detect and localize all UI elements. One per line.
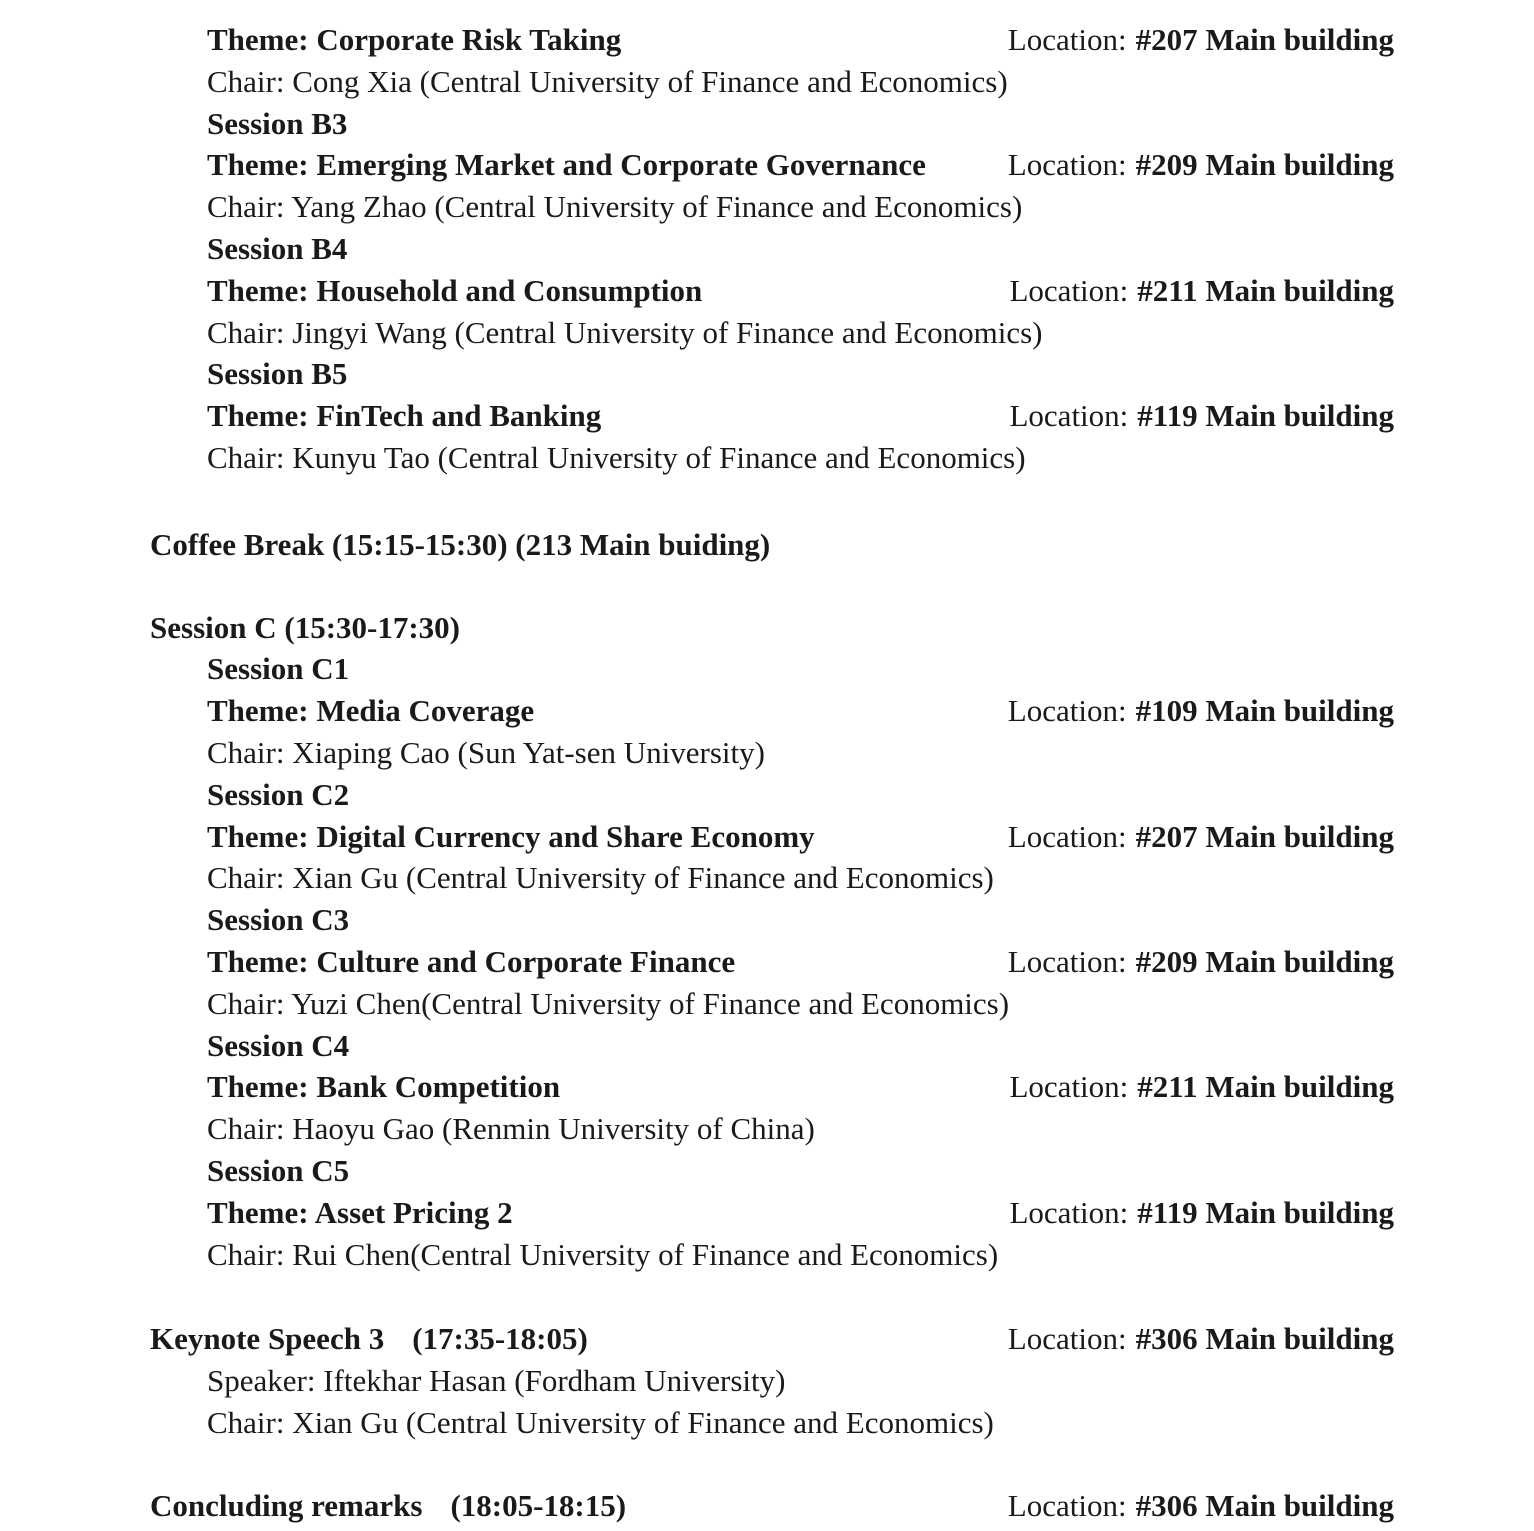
- session-c1-theme-row: [150, 690, 1394, 732]
- session-c5-theme: Theme: Asset Pricing 2: [207, 1194, 513, 1230]
- keynote3-speaker-row: [150, 1360, 1394, 1402]
- session-c2-label: Session C2: [207, 776, 350, 812]
- session-c4-label-row: [150, 1025, 1394, 1067]
- keynote3-chair-row: [150, 1402, 1394, 1444]
- session-b3-chair: Chair: Yang Zhao (Central University of Finance and Economics): [207, 189, 1023, 225]
- session-c4-label: Session C4: [207, 1027, 350, 1063]
- location-label: Location:: [1007, 818, 1127, 854]
- location-label: Location:: [1009, 1069, 1129, 1105]
- session-c3-chair-row: [150, 983, 1394, 1025]
- session-c3-theme-row: [150, 941, 1394, 983]
- session-b4-label-row: [150, 228, 1394, 270]
- keynote3-speaker: Speaker: Iftekhar Hasan (Fordham University): [207, 1363, 786, 1399]
- concluding-title: Concluding remarks: [150, 1487, 423, 1523]
- location-value: #209 Main building: [1135, 943, 1394, 979]
- location-label: Location:: [1009, 272, 1129, 308]
- session-b5-chair: Chair: Kunyu Tao (Central University of Finance and Economics): [207, 439, 1026, 475]
- session-c3-theme: Theme: Culture and Corporate Finance: [207, 943, 736, 979]
- session-b3-label: Session B3: [207, 105, 348, 141]
- session-c2-label-row: [150, 774, 1394, 816]
- location-value: #306 Main building: [1135, 1321, 1394, 1357]
- session-c3-chair: Chair: Yuzi Chen(Central University of Finance and Economics): [207, 985, 1010, 1021]
- session-c1-theme: Theme: Media Coverage: [207, 693, 535, 729]
- session-c5-label: Session C5: [207, 1152, 350, 1188]
- session-b3-chair-row: [150, 186, 1394, 228]
- coffee-break-row: [150, 524, 1394, 566]
- session-c3-location: [1008, 941, 1394, 983]
- session-b2-theme-row: [150, 19, 1394, 61]
- keynote3-title-group: [150, 1318, 588, 1360]
- keynote3-chair: Chair: Xian Gu (Central University of Finance and Economics): [207, 1404, 994, 1440]
- session-b4-theme: Theme: Household and Consumption: [207, 272, 703, 308]
- location-label: Location:: [1007, 1321, 1127, 1357]
- session-c1-label: Session C1: [207, 651, 350, 687]
- location-value: #207 Main building: [1135, 818, 1394, 854]
- concluding-title-group: [150, 1485, 626, 1527]
- session-b5-theme-row: [150, 395, 1394, 437]
- session-c1-location: [1008, 690, 1394, 732]
- session-c5-location: [1009, 1192, 1394, 1234]
- session-b5-label: Session B5: [207, 356, 348, 392]
- session-b2-theme: Theme: Corporate Risk Taking: [207, 22, 622, 57]
- session-b5-location: [1009, 395, 1394, 437]
- session-b2-location: [1008, 19, 1394, 61]
- session-c1-chair: Chair: Xiaping Cao (Sun Yat-sen University): [207, 734, 765, 770]
- session-c4-chair: Chair: Haoyu Gao (Renmin University of China): [207, 1111, 815, 1147]
- location-value: #306 Main building: [1135, 1487, 1394, 1523]
- location-value: #109 Main building: [1135, 693, 1394, 729]
- session-b5-label-row: [150, 353, 1394, 395]
- session-b4-chair: Chair: Jingyi Wang (Central University of Finance and Economics): [207, 314, 1043, 350]
- keynote3-time: (17:35-18:05): [412, 1321, 588, 1357]
- concluding-remarks-row: [150, 1485, 1394, 1527]
- session-c3-label-row: [150, 899, 1394, 941]
- session-b4-location: [1009, 270, 1394, 312]
- session-c5-chair: Chair: Rui Chen(Central University of Finance and Economics): [207, 1236, 999, 1272]
- location-label: Location:: [1009, 1194, 1129, 1230]
- session-b3-location: [1008, 144, 1394, 186]
- session-c4-theme: Theme: Bank Competition: [207, 1069, 561, 1105]
- session-b5-theme: Theme: FinTech and Banking: [207, 398, 602, 434]
- location-label: Location:: [1009, 398, 1129, 434]
- session-c4-chair-row: [150, 1108, 1394, 1150]
- session-b3-theme: Theme: Emerging Market and Corporate Governance: [207, 147, 926, 183]
- location-label: Location:: [1007, 147, 1127, 183]
- session-b3-theme-row: [150, 144, 1394, 186]
- session-b2-chair-row: [150, 61, 1394, 103]
- session-c-header-row: [150, 607, 1394, 649]
- session-b4-theme-row: [150, 270, 1394, 312]
- session-c5-chair-row: [150, 1234, 1394, 1276]
- session-c5-theme-row: [150, 1192, 1394, 1234]
- location-label: Location:: [1007, 943, 1127, 979]
- concluding-location: [1008, 1485, 1394, 1527]
- location-value: #119 Main building: [1137, 398, 1394, 434]
- location-value: #209 Main building: [1135, 147, 1394, 183]
- keynote3-title: Keynote Speech 3: [150, 1321, 385, 1357]
- session-b4-label: Session B4: [207, 230, 348, 266]
- session-b2-chair: Chair: Cong Xia (Central University of Finance and Economics): [207, 63, 1008, 99]
- session-c4-theme-row: [150, 1066, 1394, 1108]
- session-c4-location: [1009, 1066, 1394, 1108]
- session-b5-chair-row: [150, 437, 1394, 479]
- session-c-header: Session C (15:30-17:30): [150, 609, 460, 645]
- session-c2-chair: Chair: Xian Gu (Central University of Finance and Economics): [207, 860, 994, 896]
- keynote3-location: [1008, 1318, 1394, 1360]
- session-c1-chair-row: [150, 732, 1394, 774]
- coffee-break-text: Coffee Break (15:15-15:30) (213 Main buiding): [150, 526, 771, 562]
- location-value: #119 Main building: [1137, 1194, 1394, 1230]
- location-label: Location:: [1007, 1487, 1127, 1523]
- location-value: #211 Main building: [1137, 1069, 1394, 1105]
- location-label: Location:: [1007, 693, 1127, 729]
- location-value: #211 Main building: [1137, 272, 1394, 308]
- session-c3-label: Session C3: [207, 902, 350, 938]
- session-b3-label-row: [150, 103, 1394, 145]
- session-b4-chair-row: [150, 312, 1394, 354]
- location-value: #207 Main building: [1135, 22, 1394, 57]
- concluding-time: (18:05-18:15): [450, 1487, 627, 1523]
- session-c1-label-row: [150, 648, 1394, 690]
- location-label: Location:: [1007, 22, 1127, 57]
- session-c2-theme-row: [150, 816, 1394, 858]
- keynote3-title-row: [150, 1318, 1394, 1360]
- session-c2-chair-row: [150, 857, 1394, 899]
- session-c5-label-row: [150, 1150, 1394, 1192]
- session-c2-location: [1008, 816, 1394, 858]
- session-c2-theme: Theme: Digital Currency and Share Economy: [207, 818, 815, 854]
